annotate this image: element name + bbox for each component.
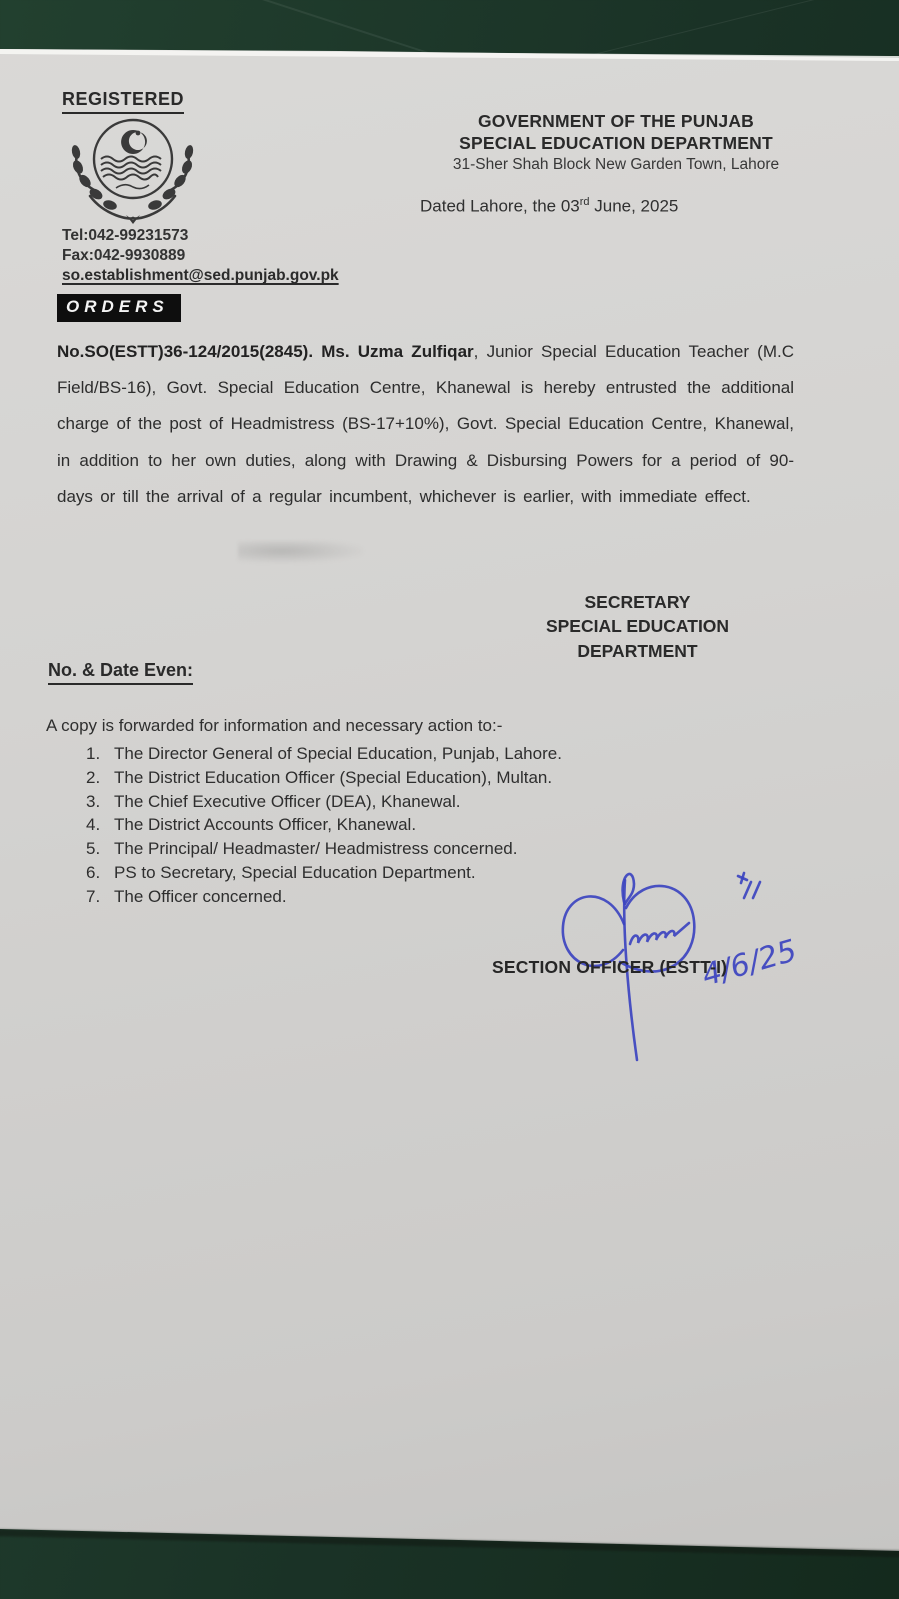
list-item: The Chief Executive Officer (DEA), Khanewal. xyxy=(114,791,461,811)
order-body-text: , Junior Special Education Teacher (M.C Field/BS-16), Govt. Special Education Centre, Khanewal is hereby entrusted the additional charge of the post of Headmistress (BS-17+10%), Govt. Special Education Centre, Khanewal, in addition to her own duties, along with Drawing & Disbursing Powers for a period of 90-days or till the arrival of a regular incumbent, whichever is earlier, with immediate effect. xyxy=(57,342,794,506)
department-title: SPECIAL EDUCATION DEPARTMENT xyxy=(459,133,773,153)
email-line: so.establishment@sed.punjab.gov.pk xyxy=(62,267,339,284)
section-officer-title: SECTION OFFICER (ESTT-I) xyxy=(492,957,728,977)
department-header xyxy=(398,110,834,175)
signatory-dept-line2: DEPARTMENT xyxy=(577,640,698,661)
contact-block xyxy=(62,226,339,286)
list-item: The District Accounts Officer, Khanewal. xyxy=(114,815,417,835)
signatory-title: SECRETARY xyxy=(584,592,691,612)
date-ordinal: rd xyxy=(579,196,590,208)
list-item: PS to Secretary, Special Education Department. xyxy=(114,862,476,882)
registered-label: REGISTERED xyxy=(62,89,184,114)
ink-smudge xyxy=(238,541,363,563)
tel-line: Tel:042-99231573 xyxy=(62,227,189,244)
punjab-government-crest-icon xyxy=(60,112,205,230)
distribution-list xyxy=(86,742,562,909)
list-item: The Principal/ Headmaster/ Headmistress concerned. xyxy=(114,839,518,859)
handwritten-date: 4/6/25 xyxy=(698,933,801,994)
list-item: The Director General of Special Education, Punjab, Lahore. xyxy=(114,744,562,763)
fax-line: Fax:042-9930889 xyxy=(62,247,186,264)
orders-heading: ORDERS xyxy=(57,294,181,322)
list-item: The District Education Officer (Special Education), Multan. xyxy=(114,767,553,787)
date-suffix: June, 2025 xyxy=(589,196,679,216)
signatory-block xyxy=(495,590,780,663)
date-prefix: Dated Lahore, the 03 xyxy=(420,196,580,216)
date-line xyxy=(420,196,678,217)
number-and-date-label: No. & Date Even: xyxy=(48,660,193,685)
forwarding-intro: A copy is forwarded for information and necessary action to:- xyxy=(46,716,503,735)
government-title: GOVERNMENT OF THE PUNJAB xyxy=(477,111,755,131)
list-item: The Officer concerned. xyxy=(114,886,287,906)
department-address: 31-Sher Shah Block New Garden Town, Lahore xyxy=(452,156,780,173)
order-body-paragraph xyxy=(57,334,794,515)
order-reference-and-name: No.SO(ESTT)36-124/2015(2845). Ms. Uzma Zulfiqar xyxy=(57,342,474,361)
signatory-dept-line1: SPECIAL EDUCATION xyxy=(545,616,730,637)
